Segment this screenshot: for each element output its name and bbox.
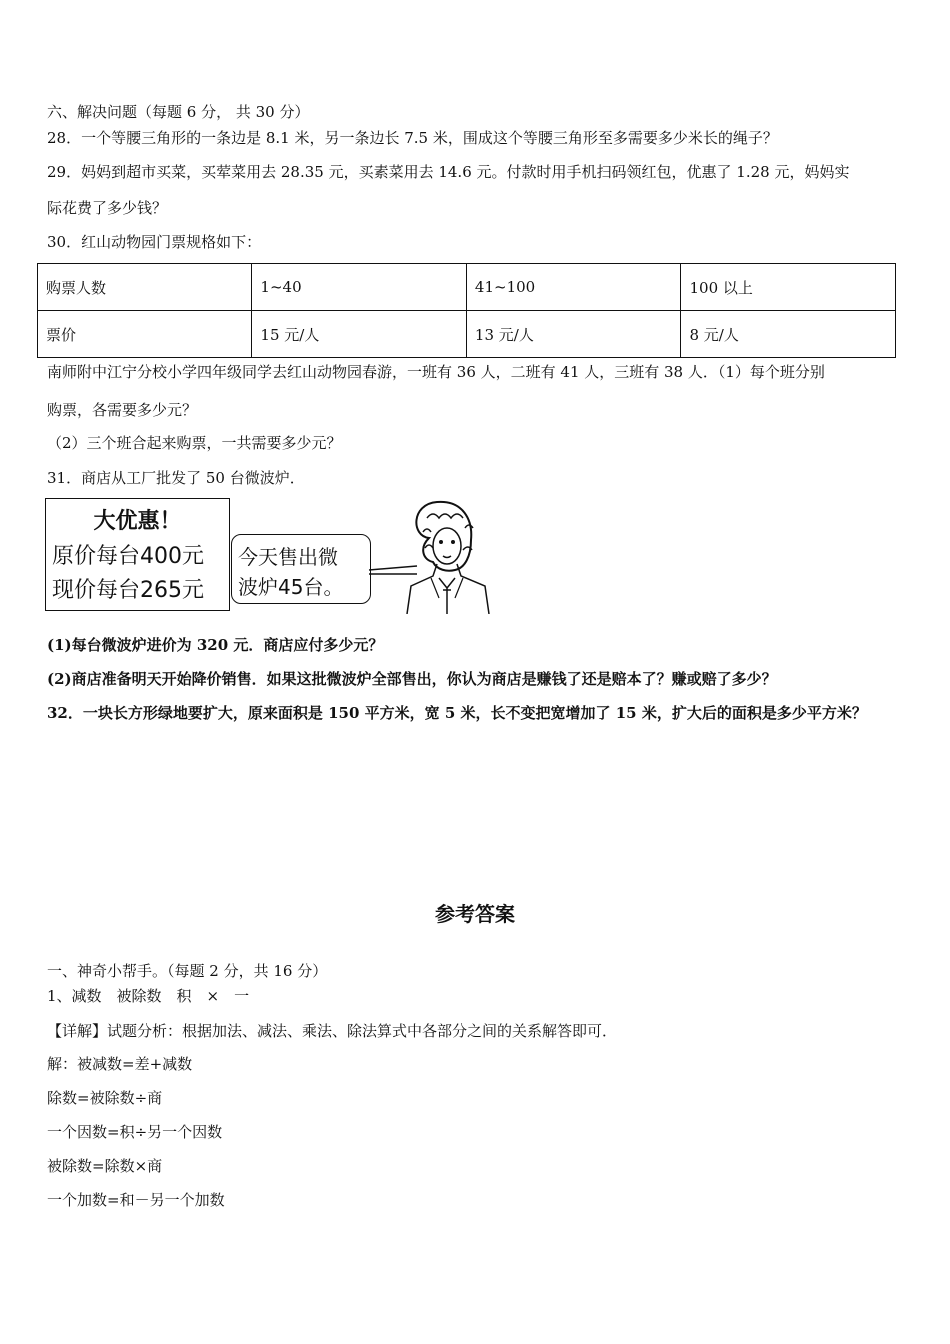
question-31-part-2: (2)商店准备明天开始降价销售．如果这批微波炉全部售出，你认为商店是赚钱了还是赔本了？赚或赔了多少？ [47,670,777,688]
table-cell: 票价 [38,311,252,358]
question-30-intro: 30．红山动物园门票规格如下： [47,233,262,251]
promo-original-price: 原价每台400元 [52,544,204,569]
table-cell: 41~100 [466,264,681,311]
microwave-sale-figure [45,498,500,614]
table-cell: 1~40 [252,264,467,311]
question-28: 28．一个等腰三角形的一条边是 8.1 米，另一条边长 7.5 米，围成这个等腰三角形至多需要多少米长的绳子？ [47,129,778,147]
solution-line-3: 一个因数=积÷另一个因数 [47,1123,223,1141]
table-cell: 购票人数 [38,264,252,311]
question-30-line-1: 南师附中江宁分校小学四年级同学去红山动物园春游，一班有 36 人，二班有 41 人，三班有 38 人．（1）每个班分别 [47,363,825,381]
question-29-line-2: 际花费了多少钱？ [47,199,168,217]
table-cell: 100 以上 [681,264,896,311]
question-30-line-3: （2）三个班合起来购票，一共需要多少元？ [47,434,342,452]
shopkeeper-person-icon [367,498,497,614]
promo-title: 大优惠！ [93,509,182,534]
table-cell: 15 元/人 [252,311,467,358]
answers-section-1-heading: 一、神奇小帮手。（每题 2 分，共 16 分） [47,962,328,980]
question-29-line-1: 29．妈妈到超市买菜，买荤菜用去 28.35 元，买素菜用去 14.6 元。付款时用手机扫码领红包，优惠了 1.28 元，妈妈实 [47,163,850,181]
speech-bubble [231,534,371,604]
question-31-intro: 31．商店从工厂批发了 50 台微波炉． [47,469,305,487]
question-32: 32．一块长方形绿地要扩大，原来面积是 150 平方米，宽 5 米，长不变把宽增加了 15 米，扩大后的面积是多少平方米？ [47,704,867,722]
solution-line-1: 解：被减数=差+减数 [47,1055,193,1073]
promo-sign [45,498,230,611]
speech-line-2: 波炉45台。 [238,575,344,599]
ticket-price-table [37,263,896,358]
section-6-heading: 六、解决问题（每题 6 分， 共 30 分） [47,103,310,121]
table-cell: 13 元/人 [466,311,681,358]
table-row [38,264,896,311]
answers-title: 参考答案 [435,902,515,926]
promo-current-price: 现价每台265元 [52,578,204,603]
speech-line-1: 今天售出微 [238,545,338,569]
answer-detail: 【详解】试题分析：根据加法、减法、乘法、除法算式中各部分之间的关系解答即可． [47,1022,618,1040]
solution-line-4: 被除数=除数×商 [47,1157,163,1175]
question-30-line-2: 购票，各需要多少元？ [47,401,198,419]
question-31-part-1: (1)每台微波炉进价为 320 元．商店应付多少元？ [47,636,384,654]
solution-line-5: 一个加数=和－另一个加数 [47,1191,225,1209]
answer-1: 1、减数 被除数 积 × 一 [47,987,250,1005]
solution-line-2: 除数=被除数÷商 [47,1089,163,1107]
table-cell: 8 元/人 [681,311,896,358]
table-row [38,311,896,358]
